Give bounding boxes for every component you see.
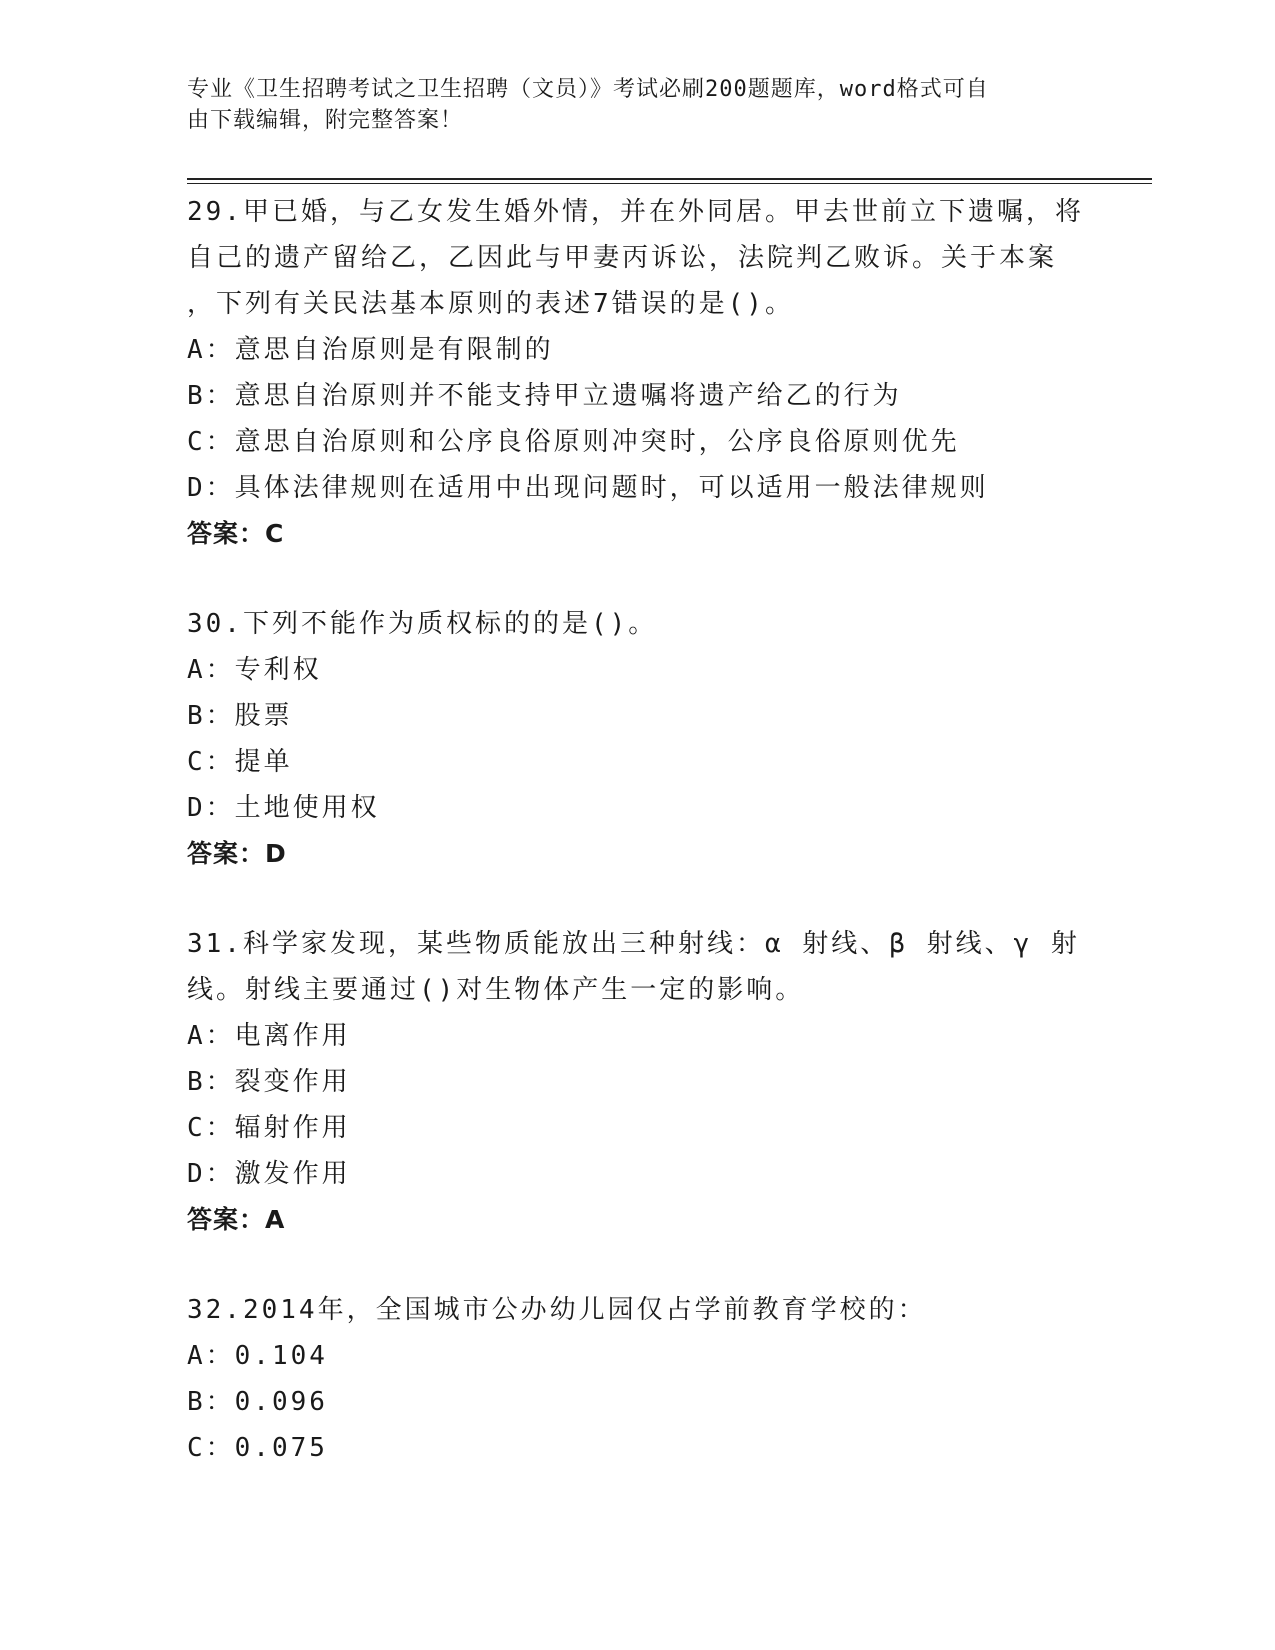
answer-line: 答案：A — [187, 1205, 286, 1234]
option-d: D：土地使用权 — [187, 793, 380, 823]
spacer — [187, 1243, 1087, 1287]
answer-line: 答案：C — [187, 519, 285, 548]
answer-line: 答案：D — [187, 839, 287, 868]
header-line-2: 由下载编辑，附完整答案！ — [187, 108, 464, 133]
option-c: C：辐射作用 — [187, 1113, 351, 1143]
option-d: D：激发作用 — [187, 1159, 351, 1189]
option-b: B：股票 — [187, 701, 293, 731]
document-header — [187, 74, 1067, 136]
option-c: C：意思自治原则和公序良俗原则冲突时，公序良俗原则优先 — [187, 427, 960, 457]
question-text: 线。射线主要通过()对生物体产生一定的影响。 — [187, 975, 805, 1005]
question-block — [187, 1287, 1087, 1471]
question-list — [187, 189, 1087, 1471]
question-text: 30.下列不能作为质权标的的是()。 — [187, 609, 658, 639]
option-a: A：电离作用 — [187, 1021, 351, 1051]
option-d: D：具体法律规则在适用中出现问题时，可以适用一般法律规则 — [187, 473, 989, 503]
question-text: 32.2014年，全国城市公办幼儿园仅占学前教育学校的： — [187, 1295, 927, 1325]
spacer — [187, 557, 1087, 601]
option-c: C：提单 — [187, 747, 293, 777]
question-text: 自己的遗产留给乙，乙因此与甲妻丙诉讼，法院判乙败诉。关于本案 — [187, 243, 1058, 273]
question-text: 31.科学家发现，某些物质能放出三种射线：α 射线、β 射线、γ 射 — [187, 929, 1080, 959]
spacer — [187, 877, 1087, 921]
question-text: ，下列有关民法基本原则的表述7错误的是()。 — [187, 289, 794, 319]
option-b: B：裂变作用 — [187, 1067, 351, 1097]
option-a: A：意思自治原则是有限制的 — [187, 335, 554, 365]
question-block — [187, 921, 1087, 1243]
question-block — [187, 189, 1087, 557]
option-a: A：专利权 — [187, 655, 322, 685]
header-divider-thick — [187, 178, 1152, 180]
question-block — [187, 601, 1087, 877]
option-c: C：0.075 — [187, 1433, 328, 1463]
header-divider-thin — [187, 183, 1152, 184]
option-b: B：0.096 — [187, 1387, 328, 1417]
option-b: B：意思自治原则并不能支持甲立遗嘱将遗产给乙的行为 — [187, 381, 902, 411]
option-a: A：0.104 — [187, 1341, 328, 1371]
question-text: 29.甲已婚，与乙女发生婚外情，并在外同居。甲去世前立下遗嘱，将 — [187, 197, 1084, 227]
header-line-1: 专业《卫生招聘考试之卫生招聘（文员）》考试必刷200题题库，word格式可自 — [187, 77, 989, 102]
